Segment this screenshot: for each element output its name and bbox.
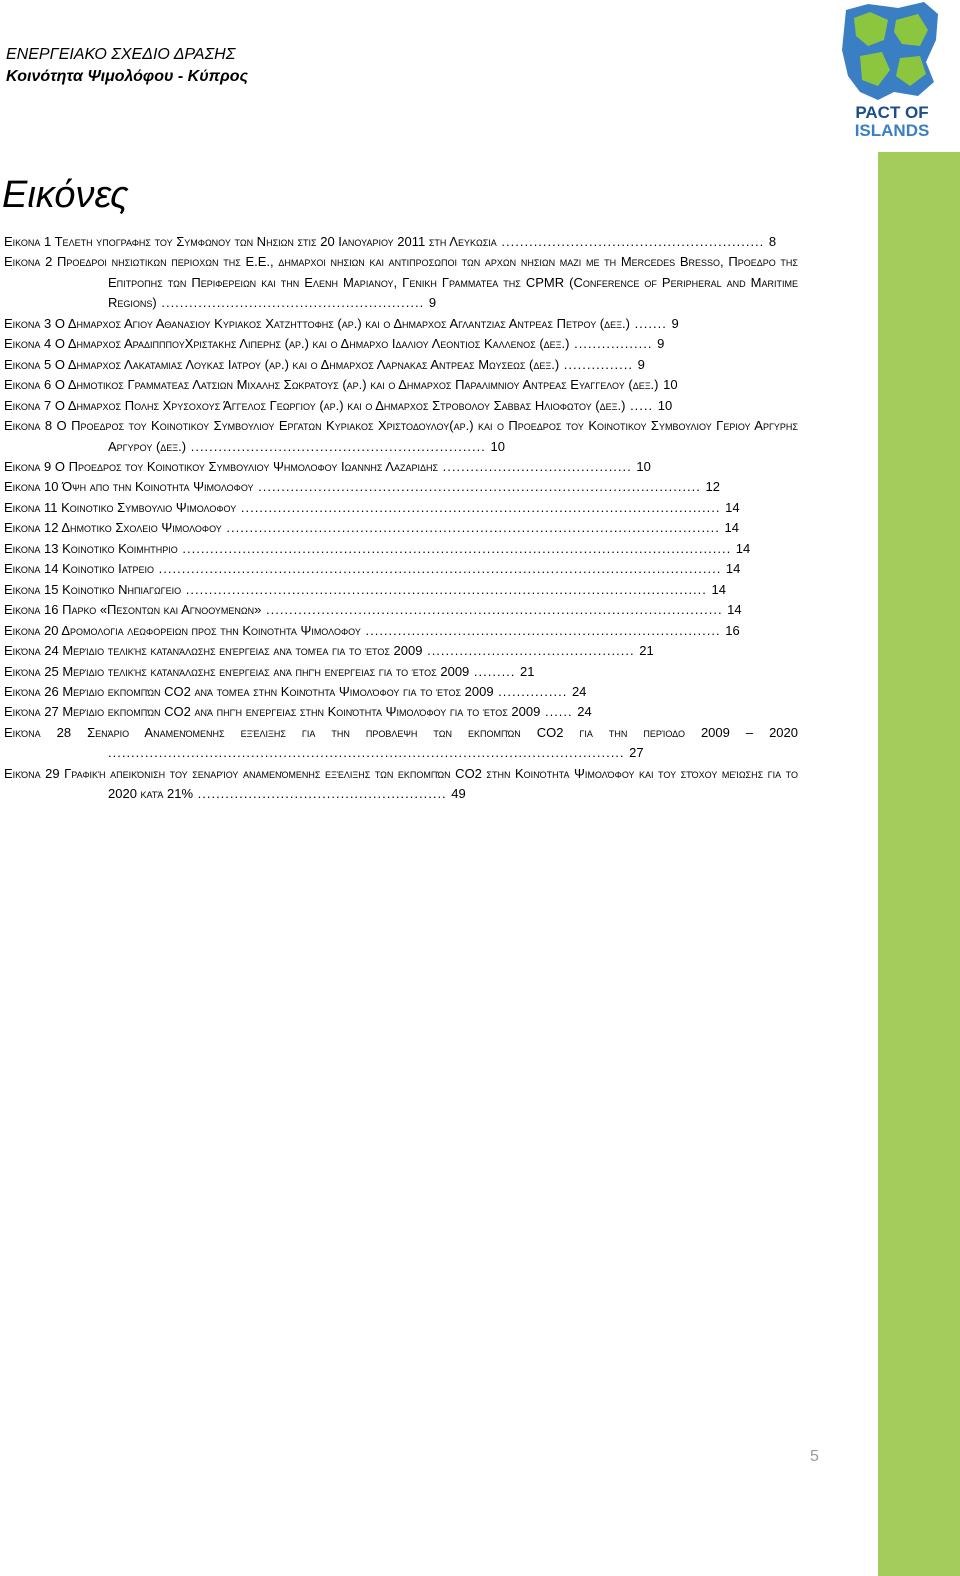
entry-page: 8 xyxy=(768,234,777,249)
entry-text: Εικονα 12 Δημοτικο Σχολειο Ψιμολοφου xyxy=(4,520,222,536)
entry-text: Εικονα 6 Ο Δημοτικος Γραμματεας Λατσιων Μιχαλης Σωκρατους (αρ.) και ο Δημαρχος Παραλιμνιου Αντρεας Ευαγγελου (δεξ.) xyxy=(4,377,659,393)
list-item[interactable]: Εικονα 3 Ο Δημαρχος Αγιου Αθανασιου Κυριακος Χατζηττοφης (αρ.) και ο Δημαρχος Αγλαντζιας Αντρεας Πετρου (δεξ.) ....... 9 xyxy=(4,315,679,331)
list-item[interactable]: Εικόνα 28 Σενάριο Αναμενόμενης εξέλιξης για την προβλεψη των εκπομπών CO2 για την περίοδο 2009 – 2020 ................................................................................................................ 27 xyxy=(4,724,798,761)
entry-page: 14 xyxy=(727,602,742,618)
list-item[interactable]: Εικονα 8 Ο Προεδρος του Κοινοτικου Συμβουλιου Εργατων Κυριακος Χριστοδουλου(αρ.) και ο Προεδρος του Κοινοτικου Συμβουλιου Γεριου Αργυρης Αργυρου (δεξ.) ................................................................ 10 xyxy=(4,418,798,454)
entry-page: 9 xyxy=(671,315,679,331)
page-number: 5 xyxy=(810,1448,819,1465)
list-item[interactable]: Εικονα 15 Κοινοτικο Νηπιαγωγειο ................................................................................................................. 14 xyxy=(4,581,726,597)
entry-page: 24 xyxy=(577,704,592,720)
list-item[interactable]: Εικονα 11 Κοινοτικο Συμβουλιο Ψιμολοφου ........................................................................................................ 14 xyxy=(4,499,740,515)
list-item[interactable]: Εικονα 7 Ο Δημαρχος Πολης Χρυσοχους Άγγελος Γεωργιου (αρ.) και ο Δημαρχος Στροβολου Σαββας Ηλιοφωτου (δεξ.) ..... 10 xyxy=(4,397,673,413)
list-item[interactable] xyxy=(4,375,798,395)
entry-text: Εικονα 20 Δρομολογια λεωφορειων προς την Κοινοτητα Ψιμολοφου xyxy=(4,622,361,638)
entry-text: Εικονα 14 Κοινοτικο Ιατρειο xyxy=(4,561,155,577)
entry-text: Εικόνα 29 Γραφική απεικόνιση του σεναρίου αναμενόμενης εξέλιξης των εκπομπών CO2 στην Κοινότητα Ψιμολόφου και του στόχου μείωσης για το 2020 κατά 21% xyxy=(4,765,798,802)
list-item[interactable]: Εικονα 5 Ο Δημαρχος Λακαταμιας Λουκας Ιατρου (αρ.) και ο Δημαρχος Λαρνακας Αντρεας Μωυσεως (δεξ.) ............... 9 xyxy=(4,356,645,372)
entry-text: Εικονα 11 Κοινοτικο Συμβουλιο Ψιμολοφου xyxy=(4,499,237,515)
logo-text-line1: PACT OF xyxy=(855,103,929,122)
entry-text: Εικονα 1 Τελετη υπογραφης του Συμφωνου των Νησιων στις 20 Ιανουαριου 2011 στη Λευκωσια xyxy=(4,234,497,249)
entry-text: Εικονα 3 Ο Δημαρχος Αγιου Αθανασιου Κυριακος Χατζηττοφης (αρ.) και ο Δημαρχος Αγλαντζιας Αντρεας Πετρου (δεξ.) xyxy=(4,315,630,331)
entry-page: 24 xyxy=(571,683,587,699)
entry-page: 12 xyxy=(705,479,720,495)
entry-page: 21 xyxy=(520,663,535,679)
list-item[interactable]: Εικονα 14 Κοινοτικο Ιατρειο .......................................................................................................................... 14 xyxy=(4,561,741,577)
list-item[interactable]: Εικονα 4 Ο Δημαρχος ΑραδιπππουΧριστακης Λιπερης (αρ.) και ο Δημαρχο Ιδαλιου Λεοντιος Καλλενος (δεξ.) ................. 9 xyxy=(4,336,665,352)
entry-page: 10 xyxy=(490,438,505,454)
entry-page: 9 xyxy=(637,356,645,372)
entry-page: 9 xyxy=(428,295,437,311)
entry-text: Εικονα 16 Παρκο «Πεσοντων και Αγνοουμενων» xyxy=(4,602,262,618)
list-item[interactable]: Εικόνα 29 Γραφική απεικόνιση του σεναρίου αναμενόμενης εξέλιξης των εκπομπών CO2 στην Κοινότητα Ψιμολόφου και του στόχου μείωσης για το 2020 κατά 21% ...................................................... 49 xyxy=(4,765,798,802)
list-item[interactable]: Εικονα 9 Ο Προεδρος του Κοινοτικου Συμβουλιου Ψημολοφου Ιωαννης Λαζαριδης ......................................... 10 xyxy=(4,458,651,474)
list-item[interactable]: Εικονα 10 Όψη απο την Κοινοτητα Ψιμολοφου ................................................................................................ 12 xyxy=(4,479,720,495)
entry-text: Εικονα 9 Ο Προεδρος του Κοινοτικου Συμβουλιου Ψημολοφου Ιωαννης Λαζαριδης xyxy=(4,458,439,474)
entry-page: 10 xyxy=(636,458,651,474)
entry-text: Εικονα 5 Ο Δημαρχος Λακαταμιας Λουκας Ιατρου (αρ.) και ο Δημαρχος Λαρνακας Αντρεας Μωυσεως (δεξ.) xyxy=(4,356,560,372)
header-subtitle: Κοινότητα Ψιμολόφου - Κύπρος xyxy=(6,68,249,85)
entry-text: Εικόνα 26 Μερίδιο εκπομπών CO2 ανά τομέα στην Κοινότητα Ψιμολόφου για το έτος 2009 xyxy=(4,683,494,699)
entry-page: 49 xyxy=(451,786,466,802)
entry-page: 16 xyxy=(725,622,740,638)
list-item[interactable]: Εικόνα 26 Μερίδιο εκπομπών CO2 ανά τομέα στην Κοινότητα Ψιμολόφου για το έτος 2009 ............... 24 xyxy=(4,683,587,699)
document-header xyxy=(6,44,248,88)
entry-page: 10 xyxy=(663,377,678,393)
figure-list xyxy=(4,232,798,805)
entry-text: Εικονα 8 Ο Προεδρος του Κοινοτικου Συμβουλιου Εργατων Κυριακος Χριστοδουλου(αρ.) και ο Προεδρος του Κοινοτικου Συμβουλιου Γεριου Αργυρης Αργυρου (δεξ.) xyxy=(4,418,798,454)
logo-text-line2: ISLANDS xyxy=(854,121,930,140)
entry-text: Εικόνα 24 Μερίδιο τελικής κατανάλωσης ενέργειας ανά τομέα για το έτος 2009 xyxy=(4,643,423,659)
list-item[interactable]: Εικόνα 24 Μερίδιο τελικής κατανάλωσης ενέργειας ανά τομέα για το έτος 2009 ............................................. 21 xyxy=(4,643,654,659)
list-item[interactable]: Εικονα 13 Κοινοτικο Κοιμητηριο ....................................................................................................................... 14 xyxy=(4,540,751,556)
entry-page: 10 xyxy=(657,397,673,413)
entry-page: 14 xyxy=(735,540,751,556)
list-item[interactable]: Εικονα 1 Τελετη υπογραφης του Συμφωνου των Νησιων στις 20 Ιανουαριου 2011 στη Λευκωσια ......................................................... 8 xyxy=(4,234,777,249)
entry-page: 9 xyxy=(657,336,665,352)
entry-page: 14 xyxy=(725,499,740,515)
header-title: ΕΝΕΡΓΕΙΑΚΟ ΣΧΕΔΙΟ ΔΡΑΣΗΣ xyxy=(6,46,236,63)
entry-text: Εικονα 15 Κοινοτικο Νηπιαγωγειο xyxy=(4,581,182,597)
entry-text: Εικονα 10 Όψη απο την Κοινοτητα Ψιμολοφου xyxy=(4,479,254,495)
list-item[interactable]: Εικόνα 27 Μερίδιο εκπομπών CO2 ανά πηγή ενέργειας στην Κοινότητα Ψιμολόφου για το έτος 2009 ...... 24 xyxy=(4,704,592,720)
entry-text: Εικονα 7 Ο Δημαρχος Πολης Χρυσοχους Άγγελος Γεωργιου (αρ.) και ο Δημαρχος Στροβολου Σαββας Ηλιοφωτου (δεξ.) xyxy=(4,397,626,413)
list-item[interactable]: Εικονα 12 Δημοτικο Σχολειο Ψιμολοφου ........................................................................................................... 14 xyxy=(4,520,739,536)
entry-page: 14 xyxy=(711,581,726,597)
entry-page: 27 xyxy=(629,745,644,761)
entry-text: Εικονα 13 Κοινοτικο Κοιμητηριο xyxy=(4,540,178,556)
entry-text: Εικόνα 25 Μερίδιο τελικής κατανάλωσης ενέργειας ανά πηγή ενέργειας για το έτος 2009 xyxy=(4,663,470,679)
entry-page: 14 xyxy=(724,520,739,536)
entry-text: Εικονα 4 Ο Δημαρχος ΑραδιπππουΧριστακης Λιπερης (αρ.) και ο Δημαρχο Ιδαλιου Λεοντιος Καλλενος (δεξ.) xyxy=(4,336,570,352)
pact-of-islands-logo xyxy=(838,0,946,142)
list-item[interactable]: Εικόνα 25 Μερίδιο τελικής κατανάλωσης ενέργειας ανά πηγή ενέργειας για το έτος 2009 ......... 21 xyxy=(4,663,535,679)
list-item[interactable]: Εικονα 2 Προεδροι νησιωτικων περιοχων της Ε.Ε., δημαρχοι νησιων και αντιπροσωποι των αρχων νησιων μαζι με τη Mercedes Bresso, Προεδρο της Επιτροπης των Περιφερειων και την Ελενη Μαριανου, Γενικη Γραμματεα της CPMR (Conference of Peripheral and Maritime Regions) ......................................................... 9 xyxy=(4,254,798,311)
entry-text: Εικόνα 27 Μερίδιο εκπομπών CO2 ανά πηγή ενέργειας στην Κοινότητα Ψιμολόφου για το έτος 2009 xyxy=(4,704,541,720)
entry-text: Εικονα 2 Προεδροι νησιωτικων περιοχων της Ε.Ε., δημαρχοι νησιων και αντιπροσωποι των αρχων νησιων μαζι με τη Mercedes Bresso, Προεδρο της Επιτροπης των Περιφερειων και την Ελενη Μαριανου, Γενικη Γραμματεα της CPMR (Conference of Peripheral and Maritime Regions) xyxy=(4,254,798,311)
list-item[interactable]: Εικονα 20 Δρομολογια λεωφορειων προς την Κοινοτητα Ψιμολοφου ............................................................................. 16 xyxy=(4,622,740,638)
entry-text: Εικόνα 28 Σενάριο Αναμενόμενης εξέλιξης για την προβλεψη των εκπομπών CO2 για την περίοδο 2009 – 2020 xyxy=(4,724,798,740)
list-item[interactable]: Εικονα 16 Παρκο «Πεσοντων και Αγνοουμενων» ................................................................................................... 14 xyxy=(4,602,742,618)
entry-page: 14 xyxy=(725,561,741,577)
logo-blue-shape xyxy=(842,2,938,100)
entry-page: 21 xyxy=(639,643,654,659)
section-title: Εικόνες xyxy=(2,174,129,216)
green-side-band xyxy=(878,152,960,1576)
